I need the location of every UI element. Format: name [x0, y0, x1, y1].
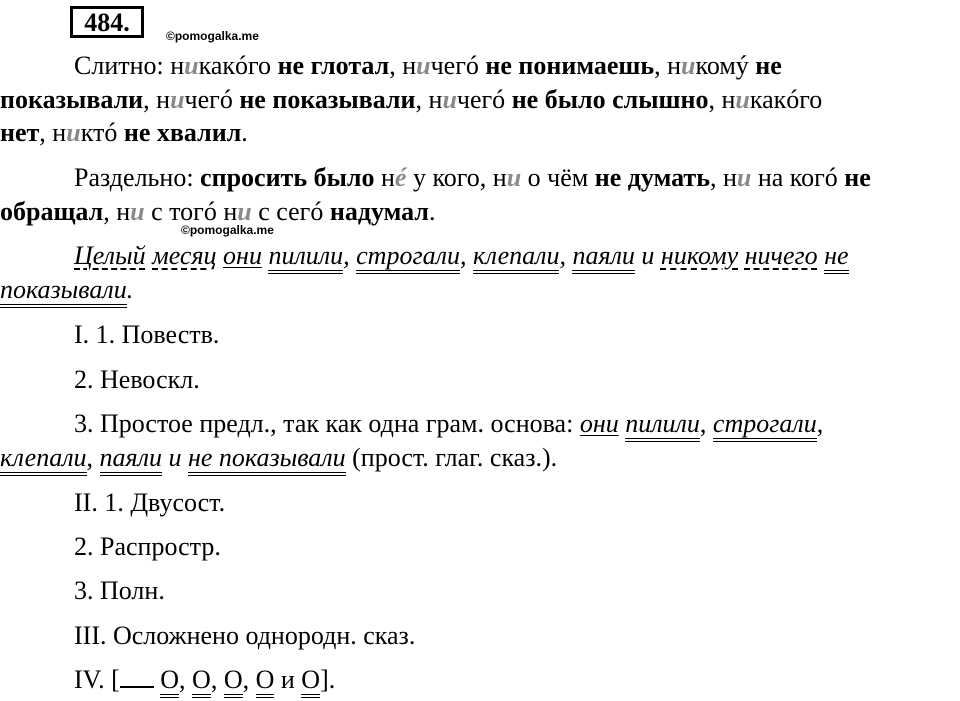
word-predicate: пилили	[268, 241, 343, 274]
scheme: IV. [ O, O, O, O и O].	[74, 664, 335, 696]
word-predicate: показывали	[0, 275, 127, 308]
analysis-3-cont: клепали, паяли и не показывали (прост. глаг. сказ.).	[0, 442, 557, 474]
subject-blank	[120, 664, 154, 688]
analysis-4: II. 1. Двусост.	[74, 488, 226, 517]
word-circumstance: месяц	[152, 241, 217, 270]
p2-line-1: Раздельно: спросить было нé у кого, ни о чём не думать, ни на когó не	[74, 163, 871, 192]
p2-line-2: обращал, ни с тогó ни с сегó надумал.	[0, 197, 436, 226]
p1-line-1: Слитно: никакóго не глотал, ничегó не понимаешь, никомý не	[74, 51, 782, 80]
watermark: ©pomogalka.me	[166, 29, 259, 43]
analysis-6: 3. Полн.	[74, 576, 165, 605]
word-object: никому	[660, 241, 739, 270]
word-subject: они	[223, 241, 262, 270]
analysis-7: III. Осложнено однородн. сказ.	[74, 621, 416, 650]
p1-line-2: показывали, ничегó не показывали, ничегó не было слышно, никакóго	[0, 85, 823, 114]
p1-line-3: нет, никтó не хвалил.	[0, 118, 248, 147]
exercise-number: 484.	[70, 6, 144, 38]
word-predicate: не	[824, 241, 848, 274]
analysis-5: 2. Распростр.	[74, 532, 221, 561]
sentence-line-1: Целый месяц они пилили, строгали, клепали, паяли и никому ничего не	[74, 240, 849, 272]
word-predicate: строгали	[356, 241, 460, 274]
watermark-2: ©pomogalka.me	[181, 223, 274, 237]
analysis-1: I. 1. Повеств.	[74, 320, 220, 349]
word-predicate: клепали	[473, 241, 560, 274]
word-attr: Целый	[74, 241, 146, 270]
analysis-3: 3. Простое предл., так как одна грам. основа: они пилили, строгали,	[74, 408, 823, 440]
analysis-2: 2. Невоскл.	[74, 365, 200, 394]
word-object: ничего	[744, 241, 818, 270]
sentence-line-2: показывали.	[0, 274, 133, 306]
word-predicate: паяли	[572, 241, 634, 274]
